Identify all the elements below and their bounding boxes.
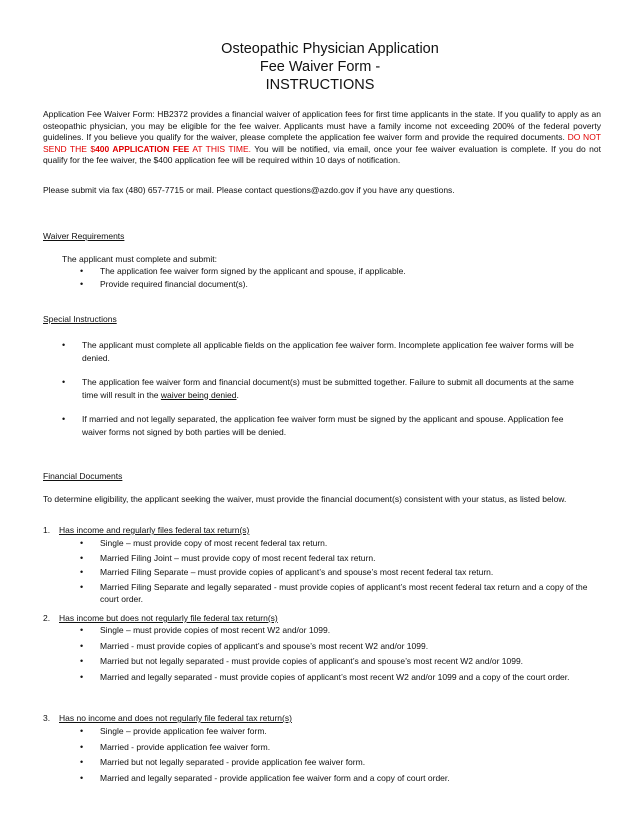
- list-item: • Single – must provide copies of most recent W2 and/or 1099.: [80, 624, 535, 637]
- title-line-1: [0, 40, 640, 58]
- intro-paragraph: [43, 109, 601, 167]
- list-item: • The applicant must complete all applicable fields on the application fee waiver form. Incomplete application fee waiver forms will be denied.: [62, 339, 582, 364]
- title-block: [0, 40, 640, 94]
- waiver-lead: The applicant must complete and submit:: [62, 254, 217, 264]
- group-label: Has income and regularly files federal tax return(s): [59, 525, 250, 535]
- group-2-list: [80, 624, 570, 683]
- title-part-b: Application: [367, 41, 439, 57]
- group-number: 1.: [43, 525, 51, 535]
- group-number: 3.: [43, 713, 51, 723]
- list-item: [62, 376, 582, 401]
- list-item: • Married Filing Joint – must provide copy of most recent federal tax return.: [80, 552, 590, 565]
- waiver-requirements-heading: Waiver Requirements: [43, 231, 125, 241]
- list-item: • Married and legally separated - must provide copies of applicant’s most recent W2 and/or 1099 and a copy of the court order.: [80, 671, 610, 684]
- list-item: • Married - provide application fee waiver form.: [80, 741, 600, 754]
- list-item: • The application fee waiver form signed by the applicant and spouse, if applicable.: [80, 265, 600, 278]
- list-item: • Provide required financial document(s).: [80, 278, 600, 291]
- fee-warning-b: AT THIS TIME.: [189, 143, 251, 154]
- special-list: [62, 339, 582, 438]
- special-item2-end: .: [236, 389, 239, 400]
- financial-documents-heading: Financial Documents: [43, 471, 123, 481]
- special-instructions-heading: Special Instructions: [43, 314, 117, 324]
- group-2-label: [43, 613, 278, 623]
- list-item: • Married but not legally separated - provide application fee waiver form.: [80, 756, 600, 769]
- list-item: • Married Filing Separate – must provide copies of applicant’s and spouse’s most recent federal tax return.: [80, 566, 590, 579]
- list-item: • Single – provide application fee waiver form.: [80, 725, 600, 738]
- list-item: • Married Filing Separate and legally separated - must provide copies of applicant’s most recent federal tax return and a copy of the court order.: [80, 581, 590, 606]
- title-line-3: INSTRUCTIONS: [265, 77, 375, 93]
- fee-warning-bold: 400 APPLICATION FEE: [95, 143, 190, 154]
- waiver-list: [80, 265, 600, 290]
- group-1-list: [80, 537, 590, 606]
- group-1-label: [43, 525, 249, 535]
- group-3-label: [43, 713, 292, 723]
- list-item: • Married and legally separated - provide application fee waiver form and a copy of court order.: [80, 772, 600, 785]
- group-label: Has income but does not regularly file federal tax return(s): [59, 613, 278, 623]
- group-number: 2.: [43, 613, 51, 623]
- group-label: Has no income and does not regularly file federal tax return(s): [59, 713, 292, 723]
- intro-text-2: You will be notified, via email, once your fee waiver evaluation is complete. If you do not qualify for the fee waiver, the $400 application fee will be required within 10 days of notification.: [43, 143, 601, 166]
- list-item: • Married - must provide copies of applicant’s and spouse’s most recent W2 and/or 1099.: [80, 640, 535, 653]
- contact-line: Please submit via fax (480) 657-7715 or mail. Please contact questions@azdo.gov if you have any questions.: [43, 185, 455, 195]
- list-item: • If married and not legally separated, the application fee waiver form must be signed by the applicant and spouse. Application fee waiver forms not signed by both parties will be denied.: [62, 413, 582, 438]
- special-item2-text: The application fee waiver form and financial document(s) must be submitted together. Failure to submit all documents at the same time will result in the: [82, 377, 574, 400]
- title-part-a: Osteopathic Physician: [221, 41, 368, 57]
- fee-warning-a: DO NOT SEND THE $: [43, 132, 602, 154]
- title-line-2: Fee Waiver Form -: [259, 59, 381, 75]
- waiver-denied-text: waiver being denied: [160, 389, 237, 400]
- intro-text-1: Application Fee Waiver Form: HB2372 provides a financial waiver of application fees for first time applicants in the state. If you qualify to apply as an osteopathic physician, you may be eligible for the fee waiver. Applicants must have a family income not exceeding 200% of the federal poverty guidelines. If you believe you qualify for the waiver, please complete the application fee waiver form and provide the required documents.: [43, 109, 601, 143]
- group-3-list: [80, 725, 600, 784]
- list-item: • Single – must provide copy of most recent federal tax return.: [80, 537, 590, 550]
- list-item: • Married but not legally separated - must provide copies of applicant’s and spouse’s most recent W2 and/or 1099.: [80, 655, 535, 668]
- financial-lead: To determine eligibility, the applicant seeking the waiver, must provide the financial document(s) consistent with your status, as listed below.: [43, 494, 567, 504]
